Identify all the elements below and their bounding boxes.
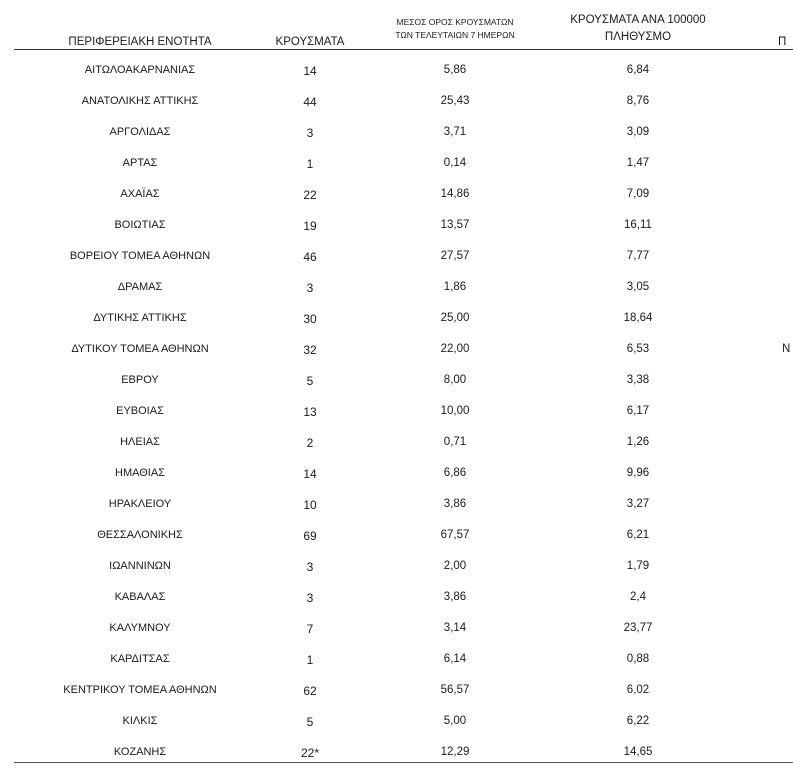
table-row [0, 149, 793, 180]
avg-7-days-cell: 0,71 [443, 436, 467, 448]
region-cell: ΑΡΤΑΣ [122, 157, 158, 169]
region-cell: ΚΑΡΔΙΤΣΑΣ [110, 653, 170, 665]
avg-7-days-cell: 56,57 [440, 684, 470, 696]
per-100k-cell: 7,09 [626, 188, 650, 200]
region-cell: ΕΥΒΟΙΑΣ [116, 405, 164, 417]
cases-cell: 22* [300, 746, 320, 760]
avg-7-days-cell: 6,14 [443, 653, 467, 665]
per-100k-cell: 14,65 [623, 746, 653, 758]
table-row [0, 459, 793, 490]
cases-cell: 62 [303, 684, 317, 698]
table-row [0, 614, 793, 645]
avg-7-days-cell: 27,57 [440, 250, 470, 262]
table-body [0, 56, 793, 768]
cases-cell: 1 [306, 157, 314, 171]
avg-7-days-cell: 3,86 [443, 498, 467, 510]
cases-cell: 22 [303, 188, 317, 202]
per-100k-cell: 2,4 [630, 591, 646, 603]
avg-7-days-cell: 2,00 [443, 560, 467, 572]
avg-7-days-cell: 25,43 [440, 95, 470, 107]
per-100k-cell: 23,77 [623, 622, 653, 634]
table-row [0, 645, 793, 676]
table-row [0, 118, 793, 149]
table-row [0, 521, 793, 552]
region-cell: ΚΟΖΑΝΗΣ [113, 746, 167, 758]
cases-cell: 10 [303, 498, 317, 512]
per-100k-cell: 6,22 [626, 715, 650, 727]
avg-7-days-cell: 22,00 [440, 343, 470, 355]
table-row [0, 242, 793, 273]
per-100k-cell: 1,79 [626, 560, 650, 572]
table-row [0, 428, 793, 459]
region-cell: ΑΡΓΟΛΙΔΑΣ [109, 126, 171, 138]
table-row [0, 56, 793, 87]
region-cell: ΗΡΑΚΛΕΙΟΥ [108, 498, 172, 510]
table-row [0, 180, 793, 211]
per-100k-cell: 6,21 [626, 529, 650, 541]
region-cell: ΔΥΤΙΚΟΥ ΤΟΜΕΑ ΑΘΗΝΩΝ [71, 343, 209, 355]
cases-cell: 5 [306, 374, 314, 388]
header-cases: ΚΡΟΥΣΜΑΤΑ [275, 36, 345, 48]
table-row [0, 676, 793, 707]
table-row [0, 552, 793, 583]
cases-cell: 2 [306, 436, 314, 450]
region-cell: ΚΑΒΑΛΑΣ [114, 591, 166, 603]
table-row [0, 87, 793, 118]
per-100k-cell: 8,76 [626, 95, 650, 107]
per-100k-cell: 7,77 [626, 250, 650, 262]
table-row [0, 583, 793, 614]
region-cell: ΔΡΑΜΑΣ [117, 281, 163, 293]
avg-7-days-cell: 13,57 [440, 219, 470, 231]
per-100k-cell: 0,88 [626, 653, 650, 665]
header-avg-7-days [365, 16, 545, 42]
header-avg-line-2: ΤΩΝ ΤΕΛΕΥΤΑΙΩΝ 7 ΗΜΕΡΩΝ [395, 30, 515, 41]
cases-cell: 3 [306, 591, 314, 605]
avg-7-days-cell: 10,00 [440, 405, 470, 417]
cases-cell: 30 [303, 312, 317, 326]
header-avg-line-1: ΜΕΣΟΣ ΟΡΟΣ ΚΡΟΥΣΜΑΤΩΝ [396, 17, 514, 27]
region-cell: ΘΕΣΣΑΛΟΝΙΚΗΣ [97, 529, 183, 541]
table-header [0, 0, 793, 50]
cases-cell: 1 [306, 653, 314, 667]
region-cell: ΕΒΡΟΥ [121, 374, 159, 386]
header-region: ΠΕΡΙΦΕΡΕΙΑΚΗ ΕΝΟΤΗΤΑ [68, 36, 212, 48]
region-cell: ΚΕΝΤΡΙΚΟΥ ΤΟΜΕΑ ΑΘΗΝΩΝ [63, 684, 217, 696]
region-cell: ΗΜΑΘΙΑΣ [115, 467, 165, 479]
avg-7-days-cell: 5,00 [443, 715, 467, 727]
cases-cell: 32 [303, 343, 317, 357]
table-row [0, 211, 793, 242]
per-100k-cell: 3,38 [626, 374, 650, 386]
avg-7-days-cell: 6,86 [443, 467, 467, 479]
region-cell: ΚΑΛΥΜΝΟΥ [109, 622, 171, 634]
header-per100k-line-2: ΠΛΗΘΥΣΜΟ [604, 30, 672, 43]
region-cell: ΔΥΤΙΚΗΣ ΑΤΤΙΚΗΣ [93, 312, 187, 324]
cases-cell: 3 [306, 281, 314, 295]
table-row [0, 738, 793, 768]
per-100k-cell: 9,96 [626, 467, 650, 479]
region-cell: ΑΙΤΩΛΟΑΚΑΡΝΑΝΙΑΣ [84, 64, 196, 76]
cases-cell: 14 [303, 64, 317, 78]
avg-7-days-cell: 3,14 [443, 622, 467, 634]
avg-7-days-cell: 0,14 [443, 157, 467, 169]
avg-7-days-cell: 3,71 [443, 126, 467, 138]
region-cell: ΑΝΑΤΟΛΙΚΗΣ ΑΤΤΙΚΗΣ [81, 95, 199, 107]
per-100k-cell: 16,11 [624, 219, 652, 231]
avg-7-days-cell: 67,57 [440, 529, 470, 541]
cases-cell: 46 [303, 250, 317, 264]
header-per100k-line-1: ΚΡΟΥΣΜΑΤΑ ΑΝΑ 100000 [570, 14, 706, 26]
region-cell: ΒΟΙΩΤΙΑΣ [114, 219, 166, 231]
cases-cell: 14 [303, 467, 317, 481]
per-100k-cell: 6,53 [626, 343, 650, 355]
cases-cell: 44 [303, 95, 317, 109]
region-cell: ΚΙΛΚΙΣ [122, 715, 158, 727]
region-cell: ΑΧΑΪΑΣ [120, 188, 160, 200]
partial-cut-off-cell: N [782, 343, 791, 355]
header-divider [14, 49, 793, 50]
avg-7-days-cell: 1,86 [443, 281, 467, 293]
avg-7-days-cell: 8,00 [443, 374, 467, 386]
table-row [0, 490, 793, 521]
table-row [0, 273, 793, 304]
cases-cell: 5 [306, 715, 314, 729]
header-partial-cut-off: Π [778, 36, 787, 48]
per-100k-cell: 3,27 [626, 498, 650, 510]
per-100k-cell: 6,17 [626, 405, 650, 417]
avg-7-days-cell: 14,86 [440, 188, 470, 200]
cases-cell: 69 [303, 529, 317, 543]
table-row [0, 304, 793, 335]
table-row [0, 397, 793, 428]
cases-cell: 13 [303, 405, 317, 419]
region-cell: ΙΩΑΝΝΙΝΩΝ [109, 560, 171, 572]
region-cell: ΒΟΡΕΙΟΥ ΤΟΜΕΑ ΑΘΗΝΩΝ [69, 250, 211, 262]
bottom-divider [14, 762, 793, 763]
cases-cell: 7 [306, 622, 314, 636]
header-cases-per-100k [548, 12, 728, 45]
per-100k-cell: 18,64 [623, 312, 653, 324]
per-100k-cell: 1,47 [626, 157, 650, 169]
per-100k-cell: 6,02 [626, 684, 650, 696]
table-row [0, 335, 793, 366]
per-100k-cell: 3,09 [626, 126, 650, 138]
avg-7-days-cell: 12,29 [440, 746, 470, 758]
per-100k-cell: 6,84 [626, 64, 650, 76]
table-row [0, 366, 793, 397]
cases-cell: 19 [303, 219, 317, 233]
avg-7-days-cell: 5,86 [443, 64, 467, 76]
per-100k-cell: 1,26 [626, 436, 650, 448]
region-cell: ΗΛΕΙΑΣ [120, 436, 160, 448]
cases-cell: 3 [306, 126, 314, 140]
avg-7-days-cell: 25,00 [440, 312, 470, 324]
cases-cell: 3 [306, 560, 314, 574]
per-100k-cell: 3,05 [626, 281, 650, 293]
avg-7-days-cell: 3,86 [443, 591, 467, 603]
table-row [0, 707, 793, 738]
